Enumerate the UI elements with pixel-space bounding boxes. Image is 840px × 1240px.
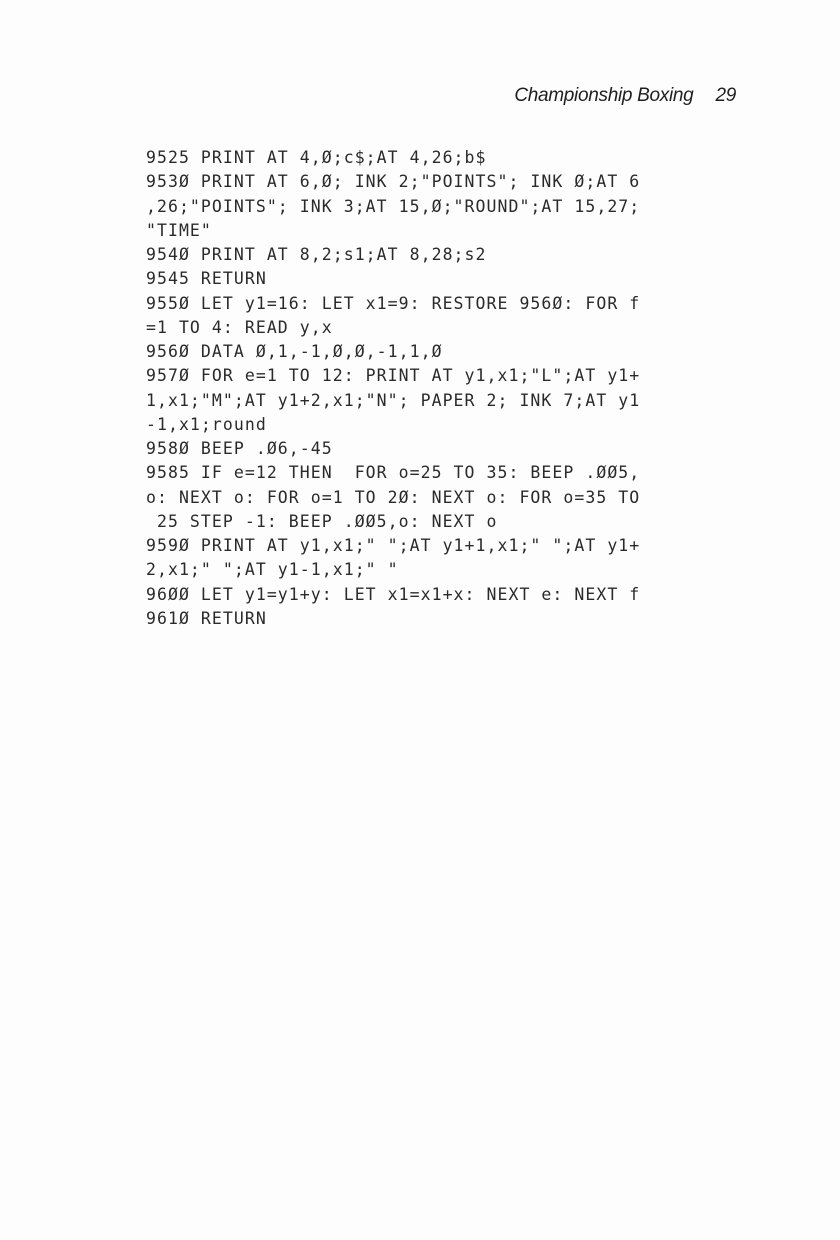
- code-line: -1,x1;round: [146, 414, 267, 434]
- code-line: 25 STEP -1: BEEP .ØØ5,o: NEXT o: [146, 511, 498, 531]
- code-line: 958Ø BEEP .Ø6,-45: [146, 439, 333, 458]
- page-number: 29: [715, 85, 736, 106]
- code-line: o: NEXT o: FOR o=1 TO 2Ø: NEXT o: FOR o=35 TO: [146, 487, 641, 507]
- code-line: 1,x1;"M";AT y1+2,x1;"N"; PAPER 2; INK 7;AT y1: [146, 390, 641, 410]
- code-line: 955Ø LET y1=16: LET x1=9: RESTORE 956Ø: FOR f: [146, 293, 641, 313]
- chapter-title: Championship Boxing: [514, 85, 694, 106]
- code-line: 954Ø PRINT AT 8,2;s1;AT 8,28;s2: [146, 245, 487, 264]
- basic-program-listing: [146, 146, 756, 631]
- code-line: 2,x1;" ";AT y1-1,x1;" ": [146, 560, 399, 580]
- code-line: "TIME": [146, 220, 212, 240]
- running-head: [514, 85, 736, 107]
- code-line: 957Ø FOR e=1 TO 12: PRINT AT y1,x1;"L";AT y1+: [146, 366, 641, 386]
- code-line: ,26;"POINTS"; INK 3;AT 15,Ø;"ROUND";AT 15,27;: [146, 196, 641, 216]
- code-line: 9585 IF e=12 THEN FOR o=25 TO 35: BEEP .ØØ5,: [146, 463, 641, 483]
- code-line: 9545 RETURN: [146, 269, 267, 289]
- code-line: 961Ø RETURN: [146, 608, 267, 628]
- code-line: 953Ø PRINT AT 6,Ø; INK 2;"POINTS"; INK Ø;AT 6: [146, 172, 641, 192]
- code-line: =1 TO 4: READ y,x: [146, 317, 333, 337]
- code-line: 9525 PRINT AT 4,Ø;c$;AT 4,26;b$: [146, 148, 487, 167]
- code-line: 96ØØ LET y1=y1+y: LET x1=x1+x: NEXT e: NEXT f: [146, 584, 641, 604]
- code-line: 959Ø PRINT AT y1,x1;" ";AT y1+1,x1;" ";AT y1+: [146, 536, 641, 555]
- code-line: 956Ø DATA Ø,1,-1,Ø,Ø,-1,1,Ø: [146, 342, 443, 361]
